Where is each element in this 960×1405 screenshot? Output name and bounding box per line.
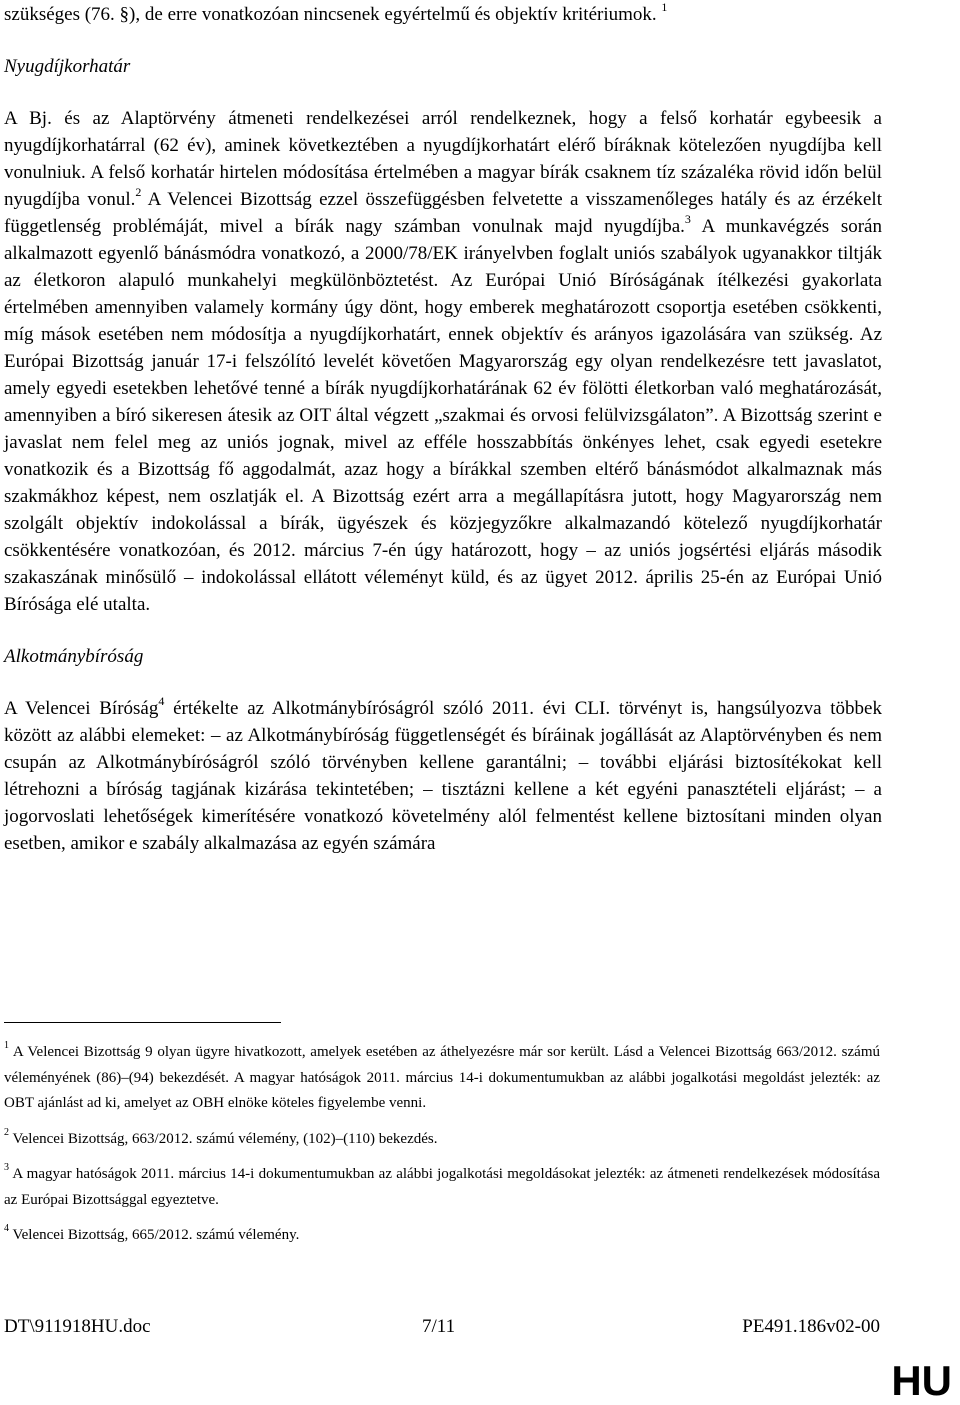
- paragraph-text: A Velencei Bíróság: [4, 698, 159, 719]
- footnote-ref-1[interactable]: 1: [661, 0, 668, 14]
- footnote-text: Velencei Bizottság, 663/2012. számú vélemény, (102)–(110) bekezdés.: [9, 1130, 438, 1147]
- footnote-number: 3: [4, 1162, 9, 1173]
- main-text: [4, 0, 882, 857]
- footnotes: [4, 1040, 880, 1259]
- footnote-1: [4, 1040, 880, 1117]
- language-code: HU: [891, 1357, 952, 1404]
- footnote-number: 2: [4, 1126, 9, 1138]
- footnote-ref-3[interactable]: 3: [684, 211, 691, 226]
- pe-reference: PE491.186v02-00: [742, 1316, 880, 1337]
- section-heading-nyugdijkorhatar: Nyugdíjkorhatár: [4, 56, 131, 77]
- footnote-number: 1: [4, 1040, 9, 1051]
- section-heading-alkotmanybirosag: Alkotmánybíróság: [4, 646, 144, 667]
- paragraph-text: A munkavégzés során alkalmazott egyenlő bánásmódra vonatkozó, a 2000/78/EK irányelvben foglalt uniós szabályok ugyanakkor tiltják az életkoron alapuló munkahelyi megkülönböztetést. Az Európai Unió Bíróságának ítélkezési gyakorlata értelmében amennyiben valamely kormány úgy dönt, hogy emberek meghatározott csoportja esetében csökkenti, míg mások esetében nem módosítja a nyugdíjkorhatárt, ennek objektív és arányos igazolására van szükség. Az Európai Bizottság január 17-i felszólító levelét követően Magyarország egy olyan rendelkezésre tett javaslatot, amely egyedi esetekben lehetővé tenné a bírák nyugdíjkorhatárának 62 év fölötti életkorban való meghatározását, amennyiben a bíró sikeresen átesik az OIT által végzett „szakmai és orvosi felülvizsgálaton”. A Bizottság szerint e javaslat nem felel meg az uniós jognak, mivel az efféle hosszabbítás önkényes lehet, csak egyedi esetekre vonatkozik és a Bizottság fő aggodalmát, azaz hogy a bírákkal szemben eltérő bánásmódot alkalmaznak más szakmákhoz képest, nem oszlatják el. A Bizottság ezért arra a megállapításra jutott, hogy Magyarország nem szolgált objektív indokolással a bírák, ügyészek és közjegyzőkre alkalmazandó kötelező nyugdíjkorhatár csökkentésére vonatkozóan, és 2012. március 7-én úgy határozott, hogy – az uniós jogsértési eljárás második szakaszának minősülő – indokolással ellátott véleményt küld, és az ügyet 2012. április 25-én az Európai Unió Bírósága elé utalta.: [4, 216, 882, 615]
- footnote-2: [4, 1127, 880, 1153]
- page-number: 7/11: [422, 1316, 456, 1337]
- intro-paragraph: [4, 1, 882, 28]
- section-paragraph-nyugdijkorhatar: [4, 105, 882, 618]
- page-footer: [4, 1313, 880, 1341]
- footnote-4: [4, 1223, 880, 1249]
- paragraph-text: szükséges (76. §), de erre vonatkozóan nincsenek egyértelmű és objektív kritériumok.: [4, 4, 657, 25]
- section-paragraph-alkotmanybirosag: [4, 695, 882, 857]
- footnote-separator: [4, 1022, 281, 1023]
- footnote-ref-2[interactable]: 2: [135, 184, 142, 199]
- document-reference: DT\911918HU.doc: [4, 1316, 151, 1337]
- paragraph-text: A Velencei Bizottság ezzel összefüggésben felvetette a visszamenőleges hatály és az érzékelt függetlenség problémáját, mivel a bírák nagy számban vonulnak majd nyugdíjba.: [4, 189, 882, 237]
- footnote-number: 4: [4, 1223, 9, 1234]
- footnote-text: A magyar hatóságok 2011. március 14-i dokumentumukban az alábbi jogalkotási megoldásokat jelezték: az átmeneti rendelkezések módosítása az Európai Bizottsággal egyeztetve.: [4, 1166, 880, 1208]
- paragraph-text: értékelte az Alkotmánybíróságról szóló 2011. évi CLI. törvényt is, hangsúlyozva többek között az alábbi elemeket: – az Alkotmánybíróság függetlenségét és bíráinak jogállását az Alaptörvényben és nem csupán az Alkotmánybíróságról szóló törvényben kellene garantálni; – további eljárási biztosítékokat kell létrehozni a bíróság tagjának kizárása tekintetében; – tisztázni kellene a két egyéni panasztételi eljárást; – a jogorvoslati lehetőségek kimerítésére vonatkozó követelmény alól felmentést kellene biztosítani minden olyan esetben, amikor e szabály alkalmazása az egyén számára: [4, 698, 882, 854]
- footnote-ref-4[interactable]: 4: [158, 693, 165, 708]
- footnote-3: [4, 1162, 880, 1213]
- paragraph-text: A Bj. és az Alaptörvény átmeneti rendelkezései arról rendelkeznek, hogy a felső korhatár egybeesik a nyugdíjkorhatárral (62 év), aminek következtében a nyugdíjkorhatárt elérő bíráknak kötelezően nyugdíjba kell vonulniuk. A felső korhatár hirtelen módosítása értelmében a magyar bírák csaknem tíz százaléka rövid időn belül nyugdíjba vonul.: [4, 108, 882, 210]
- footnote-text: A Velencei Bizottság 9 olyan ügyre hivatkozott, amelyek esetében az áthelyezésre már sor került. Lásd a Velencei Bizottság 663/2012. számú véleményének (86)–(94) bekezdését. A magyar hatóságok 2011. március 14-i dokumentumukban az alábbi jogalkotási megoldást jelezték: az OBT ajánlást ad ki, amelyet az OBH elnöke köteles figyelembe venni.: [4, 1044, 880, 1111]
- footnote-text: Velencei Bizottság, 665/2012. számú vélemény.: [9, 1227, 300, 1243]
